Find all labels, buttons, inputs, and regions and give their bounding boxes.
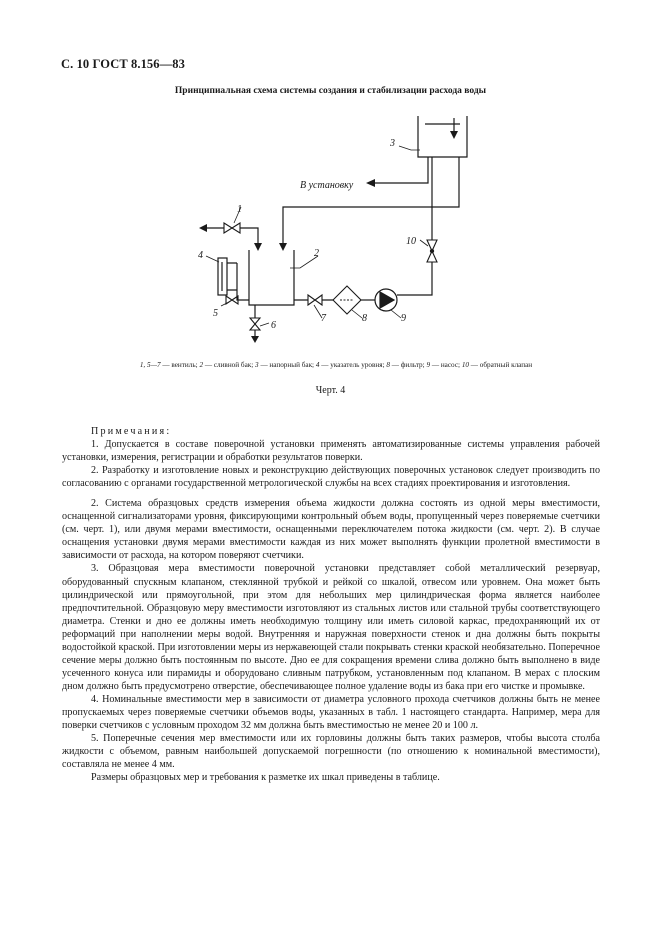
legend-num: 3 [255,361,259,369]
callout-5: 5 [213,308,218,319]
legend-num: 1, 5—7 [139,361,161,369]
paragraph: 5. Поперечные сечения мер вместимости или их горловины должны быть таких размеров, чтобы высота столба жидкости с объемом, равным наибольшей допускаемой погрешности (по отношению к номинальной вместимости), составляла не менее 4 мм. [62,733,600,771]
legend-text: — сливной бак; [203,361,256,369]
figure-caption: Черт. 4 [315,385,346,396]
legend-text: — указатель уровня; [319,361,387,369]
filter-8 [333,286,361,314]
check-valve-10 [427,240,437,262]
legend-text: — обратный клапан [469,361,533,369]
body-text [62,425,600,784]
legend-num: 8 [386,361,390,369]
valve-6 [250,318,260,330]
paragraph: Размеры образцовых мер и требования к разметке их шкал приведены в таблице. [91,772,440,784]
legend-text: — насос; [430,361,462,369]
callout-6: 6 [271,320,276,331]
legend-num: 9 [426,361,431,369]
supply-pipe [374,157,428,183]
legend-num: 10 [461,361,469,369]
return-pipe [397,157,432,295]
paragraph: 2. Разработку и изготовление новых и реконструкцию действующих поверочных установок следует производить по согласованию с органами государственной метрологической службы на всех стадиях проектирования и изготовления. [62,465,600,490]
paragraph: 3. Образцовая мера вместимости поверочной установки представляет собой металлический резервуар, оборудованный спускным клапаном, стеклянной трубкой и рейкой со шкалой, отвесом или уровнем. Она может быть цилиндрической или прямоугольной, при этом для небольших мер цилиндрическая форма является наиболее предпочтительной. Образцовую меру вместимости изготовляют из стальных листов или стальной трубы соответствующего диаметра. Стенки и дно ее должны иметь необходимую толщину или иметь силовой каркас, предохраняющий их от реформаций при наполнении меры водой. Внутренняя и наружная поверхности стенок и дна должны быть покрыты водостойкой краской. При изготовлении меры из нержавеющей стали покрывать стенки краской необязательно. Поперечное сечение меры должно быть постоянным по высоте. Дно ее для сокращения времени слива должно быть выполнено в виде усеченного конуса или пирамиды и оборудовано сливным патрубком, установленным под клапаном. В мерах с плоским дном должно быть предусмотрено отверстие, обеспечивающее полное удаление воды из бака при его чистке и промывке. [62,563,600,692]
notes-heading: Примечания: [91,426,172,437]
callout-4: 4 [198,250,203,261]
inlet-pipe [206,228,258,244]
inlet-arrowhead [199,224,207,232]
callout-10: 10 [406,236,416,247]
callout-3: 3 [390,138,395,149]
pressure-tank-outline [418,116,467,157]
legend-text: — фильтр; [389,361,427,369]
legend-num: 4 [315,361,320,369]
flow-label: В установку [300,180,354,191]
flow-arrow-supply [366,179,375,187]
diagram-legend [66,361,606,369]
paragraph: 1. Допускается в составе поверочной установки применять автоматизированные системы управления рабочей установки, измерения, регистрации и обработки результатов поверки. [62,439,600,464]
drain-tank-outline [249,250,294,305]
legend-text: — напорный бак; [258,361,316,369]
legend-text: — вентиль; [160,361,200,369]
valve-7 [308,295,322,305]
down-arrowhead-tank2 [279,243,287,251]
callout-9: 9 [401,313,406,324]
callout-8: 8 [362,313,367,324]
water-flow-diagram [0,0,661,360]
callout-1: 1 [237,204,242,215]
callout-7: 7 [321,313,326,324]
pump-9 [375,289,397,311]
tank3-inlet-arrowhead [450,131,458,139]
valve-1 [224,223,240,233]
page-header: С. 10 ГОСТ 8.156—83 [61,57,185,71]
legend-num: 2 [199,361,204,369]
down-arrowhead-valve1 [254,243,262,251]
paragraph: 4. Номинальные вместимости мер в зависимости от диаметра условного прохода счетчиков должны быть не менее пропускаемых через поверяемые счетчики объемов воды, указанных в табл. 1 настоящего стандарта. Например, мера для поверки счетчиков с условным проходом 32 мм должна быть вместимостью не менее 20 и 100 л. [62,693,600,732]
paragraph: 2. Система образцовых средств измерения объема жидкости должна состоять из одной меры вместимости, оснащенной сигнализаторами уровня, фиксирующими контрольный объем воды, пропущенный через поверяемые счетчики (см. черт. 1), или двумя мерами вместимости, оснащенными переключателем потока жидкости (см. черт. 2). В случае оснащения установки двумя мерами вместимости каждая из них может выполнять функции пролетной вместимости в зависимости от расхода, на котором поверяют счетчики. [62,498,600,562]
drain-arrowhead [251,336,259,343]
callout-2: 2 [314,248,319,259]
scheme-title: Принципиальная схема системы создания и стабилизации расхода воды [174,86,487,96]
